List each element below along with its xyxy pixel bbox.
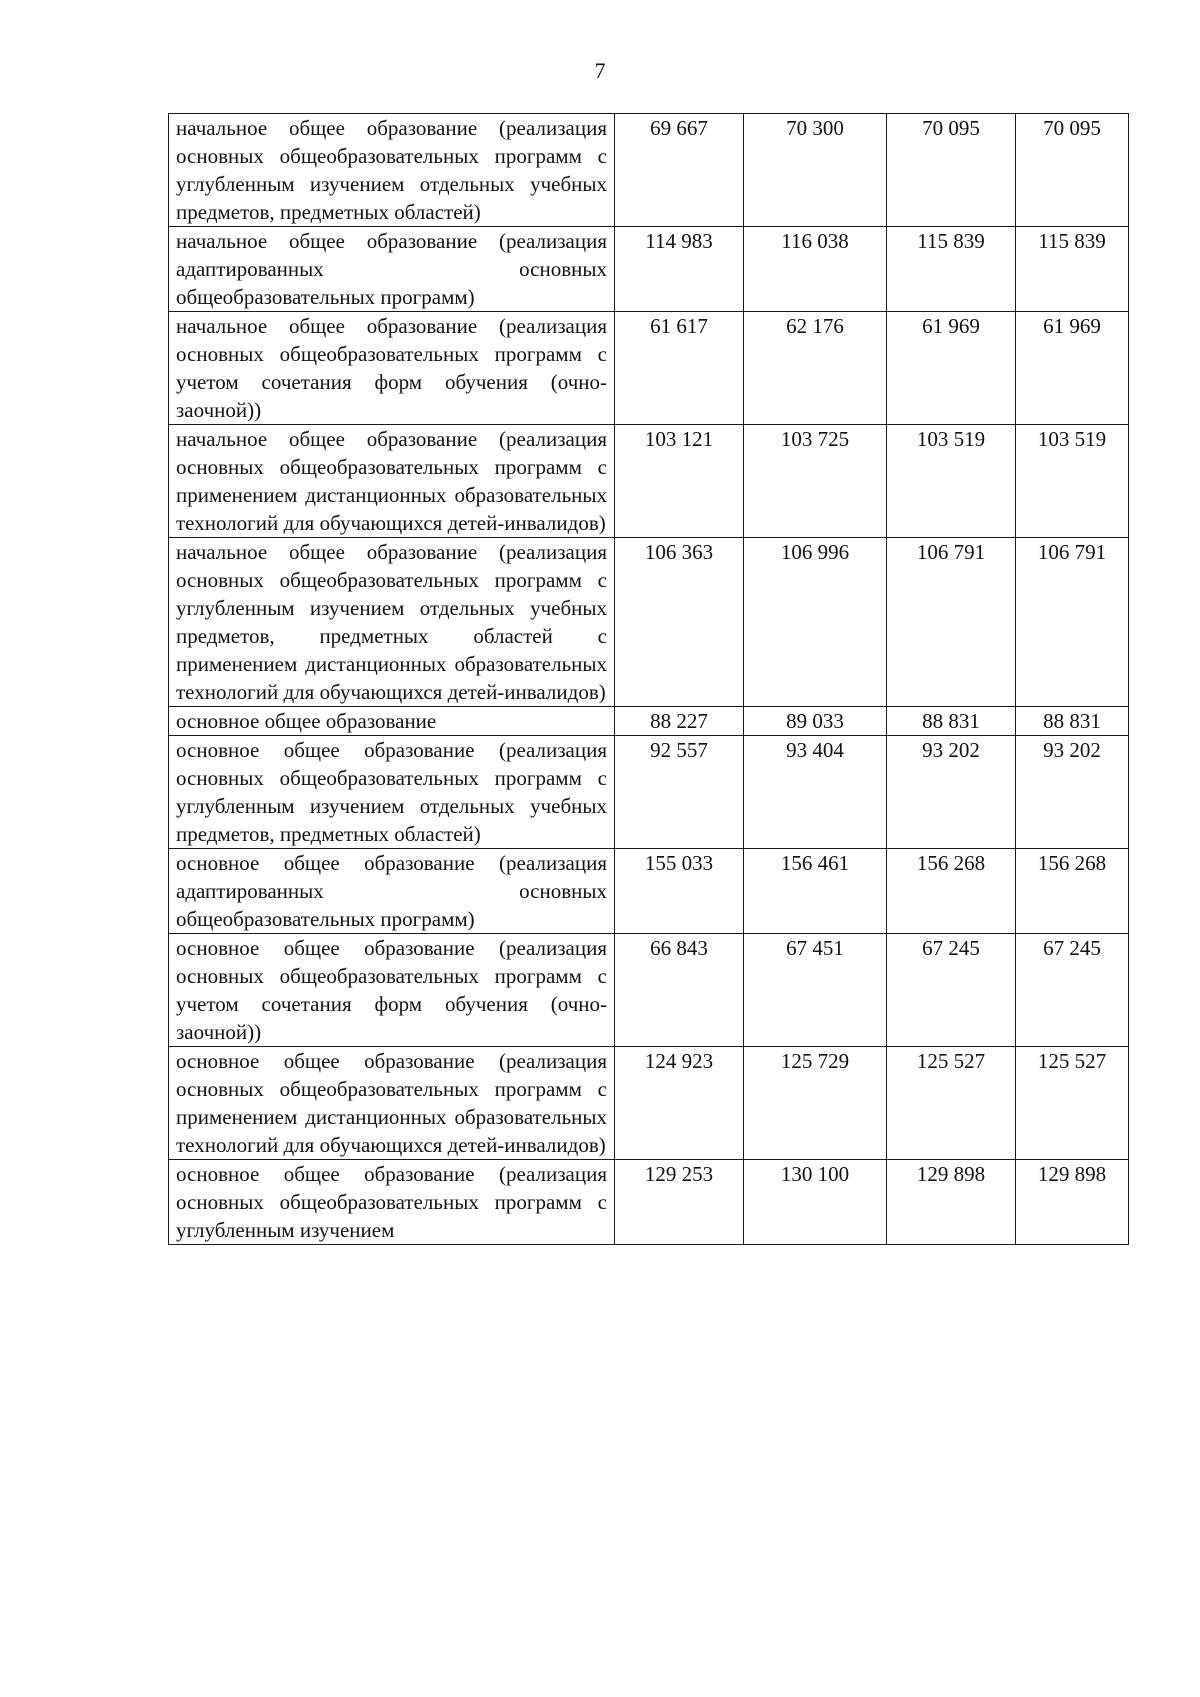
- row-value-col-2: 156 461: [744, 849, 887, 934]
- table-body: [169, 114, 1129, 1245]
- row-value-col-1: 155 033: [615, 849, 744, 934]
- row-value-col-3: 103 519: [887, 425, 1016, 538]
- table-row: [169, 849, 1129, 934]
- row-value-col-4: 156 268: [1016, 849, 1129, 934]
- table-row: [169, 1160, 1129, 1245]
- row-value-col-1: 88 227: [615, 707, 744, 736]
- row-value-col-4: 125 527: [1016, 1047, 1129, 1160]
- row-value-col-3: 67 245: [887, 934, 1016, 1047]
- row-description: основное общее образование (реализация основных общеобразовательных программ с применением дистанционных образовательных технологий для обучающихся детей-инвалидов): [169, 1047, 615, 1160]
- row-description: начальное общее образование (реализация адаптированных основных общеобразовательных программ): [169, 227, 615, 312]
- table-row: [169, 934, 1129, 1047]
- row-value-col-4: 115 839: [1016, 227, 1129, 312]
- table-row: [169, 227, 1129, 312]
- table-row: [169, 1047, 1129, 1160]
- row-value-col-4: 61 969: [1016, 312, 1129, 425]
- row-value-col-4: 103 519: [1016, 425, 1129, 538]
- row-value-col-1: 124 923: [615, 1047, 744, 1160]
- table-row: [169, 312, 1129, 425]
- row-value-col-3: 106 791: [887, 538, 1016, 707]
- row-value-col-4: 88 831: [1016, 707, 1129, 736]
- row-value-col-3: 88 831: [887, 707, 1016, 736]
- table-row: [169, 736, 1129, 849]
- row-value-col-2: 116 038: [744, 227, 887, 312]
- row-value-col-1: 129 253: [615, 1160, 744, 1245]
- row-value-col-1: 61 617: [615, 312, 744, 425]
- row-description: основное общее образование (реализация основных общеобразовательных программ с углубленным изучением: [169, 1160, 615, 1245]
- table-row: [169, 114, 1129, 227]
- row-description: начальное общее образование (реализация основных общеобразовательных программ с учетом сочетания форм обучения (очно-заочной)): [169, 312, 615, 425]
- page-number: 7: [594, 58, 606, 83]
- row-description: начальное общее образование (реализация основных общеобразовательных программ с углубленным изучением отдельных учебных предметов, предметных областей с применением дистанционных образовательных технологий для обучающихся детей-инвалидов): [169, 538, 615, 707]
- row-value-col-1: 103 121: [615, 425, 744, 538]
- row-value-col-3: 93 202: [887, 736, 1016, 849]
- row-value-col-4: 70 095: [1016, 114, 1129, 227]
- row-description: основное общее образование (реализация основных общеобразовательных программ с учетом сочетания форм обучения (очно-заочной)): [169, 934, 615, 1047]
- row-value-col-2: 70 300: [744, 114, 887, 227]
- row-value-col-2: 89 033: [744, 707, 887, 736]
- row-value-col-4: 93 202: [1016, 736, 1129, 849]
- funding-table: [168, 113, 1129, 1245]
- row-value-col-1: 106 363: [615, 538, 744, 707]
- row-value-col-3: 125 527: [887, 1047, 1016, 1160]
- table-row: [169, 425, 1129, 538]
- row-description: основное общее образование (реализация адаптированных основных общеобразовательных программ): [169, 849, 615, 934]
- row-value-col-3: 156 268: [887, 849, 1016, 934]
- row-value-col-3: 115 839: [887, 227, 1016, 312]
- row-value-col-4: 129 898: [1016, 1160, 1129, 1245]
- row-value-col-3: 70 095: [887, 114, 1016, 227]
- row-value-col-2: 93 404: [744, 736, 887, 849]
- row-value-col-2: 125 729: [744, 1047, 887, 1160]
- row-description: начальное общее образование (реализация основных общеобразовательных программ с применением дистанционных образовательных технологий для обучающихся детей-инвалидов): [169, 425, 615, 538]
- row-value-col-1: 114 983: [615, 227, 744, 312]
- row-value-col-2: 62 176: [744, 312, 887, 425]
- row-value-col-4: 106 791: [1016, 538, 1129, 707]
- row-value-col-4: 67 245: [1016, 934, 1129, 1047]
- row-description: начальное общее образование (реализация основных общеобразовательных программ с углубленным изучением отдельных учебных предметов, предметных областей): [169, 114, 615, 227]
- table-row: [169, 707, 1129, 736]
- row-value-col-3: 129 898: [887, 1160, 1016, 1245]
- row-description: основное общее образование (реализация основных общеобразовательных программ с углубленным изучением отдельных учебных предметов, предметных областей): [169, 736, 615, 849]
- row-description: основное общее образование: [169, 707, 615, 736]
- row-value-col-1: 66 843: [615, 934, 744, 1047]
- row-value-col-2: 130 100: [744, 1160, 887, 1245]
- row-value-col-3: 61 969: [887, 312, 1016, 425]
- row-value-col-2: 106 996: [744, 538, 887, 707]
- table-row: [169, 538, 1129, 707]
- row-value-col-1: 92 557: [615, 736, 744, 849]
- row-value-col-2: 67 451: [744, 934, 887, 1047]
- row-value-col-1: 69 667: [615, 114, 744, 227]
- row-value-col-2: 103 725: [744, 425, 887, 538]
